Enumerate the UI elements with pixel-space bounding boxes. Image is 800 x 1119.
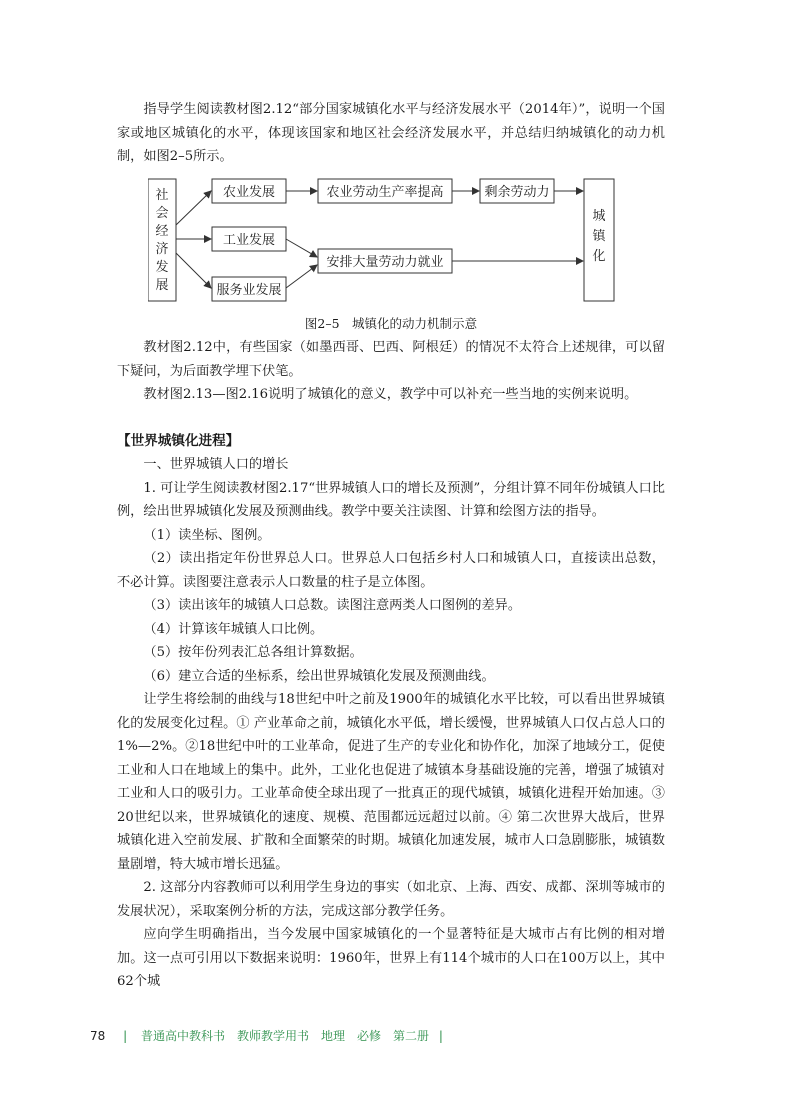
label-productivity: 农业劳动生产率提高 bbox=[326, 185, 444, 200]
label-source-3: 经 bbox=[155, 224, 169, 239]
step-4: （4）计算该年城镇人口比例。 bbox=[143, 621, 324, 637]
label-industry: 工业发展 bbox=[222, 233, 276, 248]
label-target-2: 镇 bbox=[592, 229, 606, 244]
label-source-4: 济 bbox=[155, 242, 169, 257]
label-employment: 安排大量劳动力就业 bbox=[326, 255, 444, 270]
urbanization-mechanism-diagram bbox=[148, 175, 618, 305]
intro-block bbox=[117, 98, 665, 169]
paragraph-analysis: 让学生将绘制的曲线与18世纪中叶之前及1900年的城镇化水平比较，可以看出世界城镇化的发展变化过程。① 产业革命之前，城镇化水平低，增长缓慢，世界城镇人口仅占总人口的1%—2%。②18世纪中叶的工业革命，促进了生产的专业化和协作化，加深了地域分工，促使工业和人口在地域上的集中。此外，工业化也促进了城镇本身基础设施的完善，增强了城镇对工业和人口的吸引力。工业革命使全球出现了一批真正的现代城镇，城镇化进程开始加速。③ 20世纪以来，世界城镇化的速度、规模、范围都远远超过以前。④ 第二次世界大战后，世界城镇化进入空前发展、扩散和全面繁荣的时期。城镇化加速发展，城市人口急剧膨胀，城镇数量剧增，特大城市增长迅猛。 bbox=[117, 692, 665, 872]
page-number: 78 bbox=[90, 1029, 106, 1043]
step-1: （1）读坐标、图例。 bbox=[143, 527, 271, 543]
figure-caption: 图2–5 城镇化的动力机制示意 bbox=[304, 316, 478, 331]
label-source-1: 社 bbox=[155, 188, 169, 203]
step-6: （6）建立合适的坐标系，绘出世界城镇化发展及预测曲线。 bbox=[143, 668, 495, 684]
footer-separator-end: | bbox=[438, 1029, 443, 1043]
point-2: 2. 这部分内容教师可以利用学生身边的事实（如北京、上海、西安、成都、深圳等城市的发展状况），采取案例分析的方法，完成这部分教学任务。 bbox=[117, 880, 665, 919]
page-footer bbox=[90, 1027, 453, 1044]
paragraph-closing: 应向学生明确指出，当今发展中国家城镇化的一个显著特征是大城市占有比例的相对增加。这一点可引用以下数据来说明：1960年，世界上有114个城市的人口在100万以上，其中62个城 bbox=[117, 927, 665, 989]
step-3: （3）读出该年的城镇人口总数。读图注意两类人口图例的差异。 bbox=[143, 598, 522, 613]
label-source-2: 会 bbox=[155, 206, 169, 221]
step-5: （5）按年份列表汇总各组计算数据。 bbox=[143, 645, 363, 660]
step-2: （2）读出指定年份世界总人口。世界总人口包括乡村人口和城镇人口，直接读出总数，不必计算。读图要注意表示人口数量的柱子是立体图。 bbox=[117, 551, 665, 590]
paragraph-after-figure-2: 教材图2.13—图2.16说明了城镇化的意义，教学中可以补充一些当地的实例来说明。 bbox=[143, 387, 638, 402]
label-source-6: 展 bbox=[155, 278, 169, 293]
footer-separator: | bbox=[123, 1029, 128, 1043]
label-agriculture: 农业发展 bbox=[222, 185, 276, 200]
label-surplus: 剩余劳动力 bbox=[484, 185, 550, 200]
section-title: 【世界城镇化进程】 bbox=[117, 432, 240, 449]
point-1: 1. 可让学生阅读教材图2.17“世界城镇人口的增长及预测”，分组计算不同年份城镇人口比例，绘出世界城镇化发展及预测曲线。教学中要关注读图、计算和绘图方法的指导。 bbox=[117, 480, 665, 519]
label-target-3: 化 bbox=[592, 249, 606, 264]
body-block bbox=[117, 336, 665, 994]
label-services: 服务业发展 bbox=[216, 283, 282, 298]
book-series: 普通高中教科书 教师教学用书 地理 必修 第二册 bbox=[140, 1029, 429, 1043]
label-source-5: 发 bbox=[155, 260, 169, 275]
label-target-1: 城 bbox=[592, 209, 606, 224]
paragraph-intro: 指导学生阅读教材图2.12“部分国家城镇化水平与经济发展水平（2014年）”，说明一个国家或地区城镇化的水平，体现该国家和地区社会经济发展水平，并总结归纳城镇化的动力机制，如图2–5所示。 bbox=[117, 102, 665, 164]
paragraph-after-figure-1: 教材图2.12中，有些国家（如墨西哥、巴西、阿根廷）的情况不太符合上述规律，可以留下疑问，为后面教学埋下伏笔。 bbox=[117, 340, 665, 379]
subhead-1: 一、世界城镇人口的增长 bbox=[143, 457, 289, 472]
